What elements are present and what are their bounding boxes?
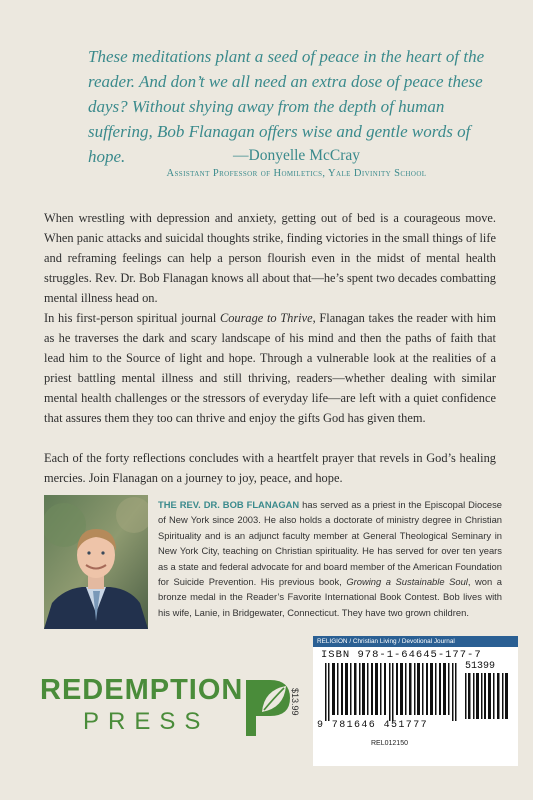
author-photo (44, 495, 148, 629)
endorsement-quote: These meditations plant a seed of peace in the heart of the reader. And don’t we all need an extra dose of peace these days? Without shying away from the depth of human suffering, Bob Flanagan offers wise and gentle words of hope. (88, 47, 485, 166)
author-bio-text: , won a bronze medal in the Reader’s Favorite International Book Contest. Bob lives with his wife, Lanie, in Bridgewater, Connecticut. They have two grown children. (158, 576, 502, 618)
barcode-block (313, 636, 518, 766)
description-text: , Flanagan takes the reader with him as he traverses the dark and scary landscape of his mind and then the paths of faith that lead him to the Source of light and hope. Through a vulnerable look at the realities of a priest battling mental illness and still thriving, readers—whether dealing with similar mental health challenges or the stressors of everyday life—are left with a quiet confidence that assures them they too can thrive and enjoy the gifts God has given them. (44, 311, 496, 425)
publisher-name-line2: PRESS (83, 708, 210, 735)
isbn-number: ISBN 978-1-64645-177-7 (321, 649, 482, 661)
leaf-p-icon (240, 674, 296, 738)
price-barcode (465, 673, 511, 719)
description-paragraph-2 (44, 308, 496, 428)
endorsement-author: —Donyelle McCray (233, 147, 360, 164)
price-code: 51399 (465, 661, 496, 672)
author-bio-text: has served as a priest in the Episcopal Diocese of New York since 2003. He also holds a doctorate of ministry degree in Christian Spirituality and is an adjunct faculty member at General Theological Seminary in New York City, teaching on Christian spirituality. He has served for over ten years as a state and federal advocate for and board member of the American Foundation for Suicide Prevention. His previous book, (158, 499, 503, 588)
endorsement-author-title: Assistant Professor of Homiletics, Yale Divinity School (166, 168, 427, 179)
book-title: Courage to Thrive (219, 311, 313, 325)
sku-code: REL012150 (371, 740, 408, 747)
description-text: In his first-person spiritual journal (44, 311, 220, 325)
book-price: $13.99 (290, 688, 300, 716)
publisher-logo (40, 674, 300, 738)
publisher-name-line1: REDEMPTION (40, 674, 244, 706)
category-label: RELIGION / Christian Living / Devotional Journal (313, 636, 518, 647)
author-bio (158, 497, 502, 620)
author-name: THE REV. DR. BOB FLANAGAN (158, 499, 300, 510)
description-paragraph-3: Each of the forty reflections concludes with a heartfelt prayer that revels in God’s healing mercies. Join Flanagan on a journey to joy, peace, and hope. (44, 451, 496, 485)
isbn-barcode (325, 663, 461, 721)
previous-book-title: Growing a Sustainable Soul (346, 576, 468, 588)
barcode-digits: 9 781646 451777 (317, 720, 429, 731)
description-paragraph-1: When wrestling with depression and anxiety, getting out of bed is a courageous move. When panic attacks and suicidal thoughts strike, finding victories in the small things of life and reframing feelings can help a person flourish even in the midst of mental health struggles. Rev. Dr. Bob Flanagan knows all about that—he’s spent two decades combatting mental illness head on. (44, 211, 496, 305)
